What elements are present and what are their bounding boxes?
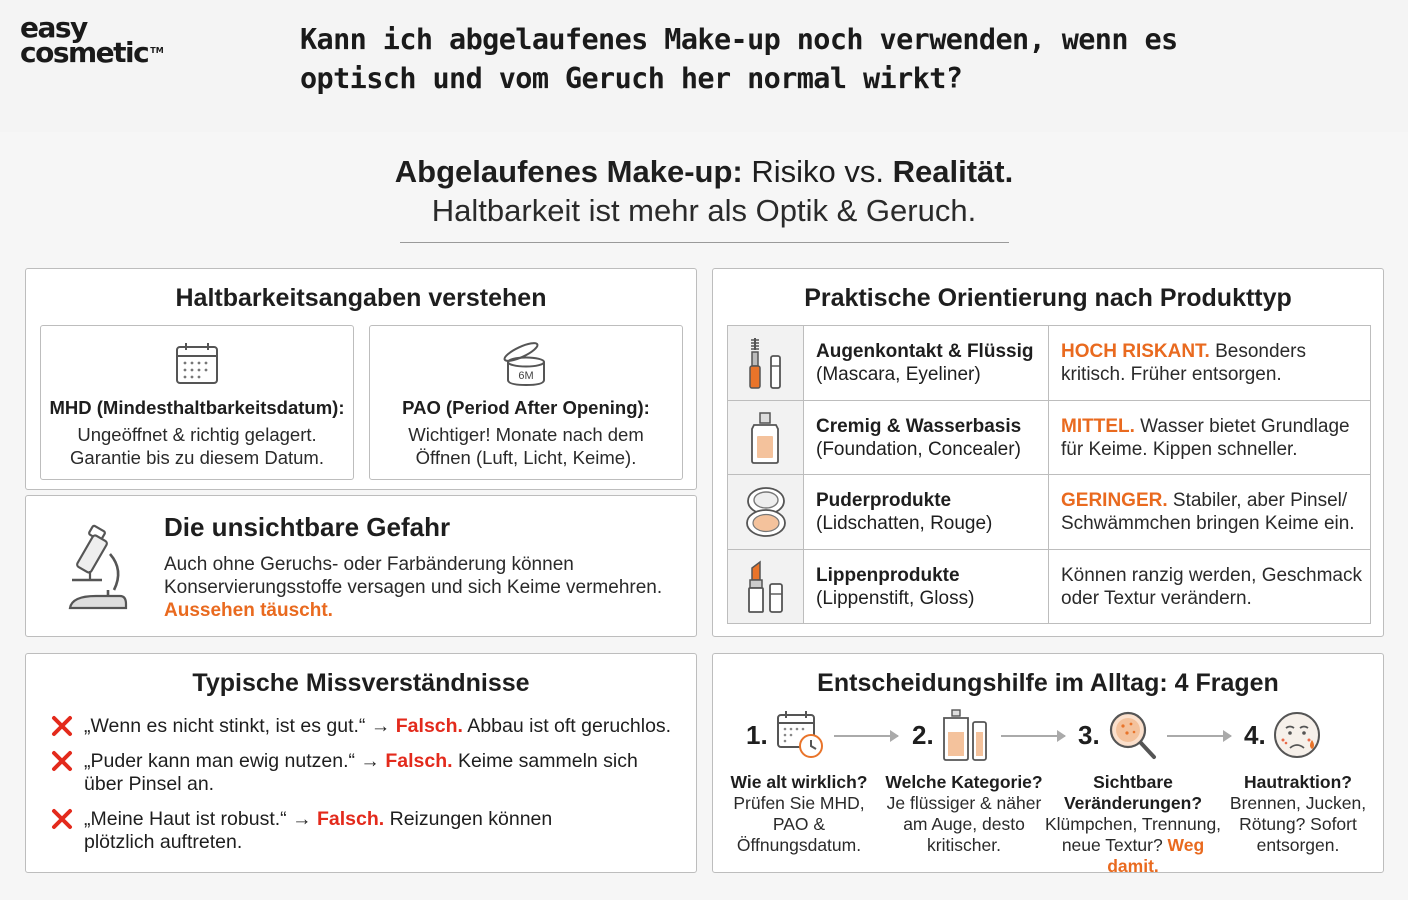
brand-logo[interactable]: easy cosmetic ™ — [20, 11, 164, 69]
decision-step: Wie alt wirklich? Prüfen Sie MHD, PAO & Öffnungsdatum. — [730, 772, 868, 855]
table-row: Cremig & Wasserbasis (Foundation, Concealer) MITTEL. Wasser bietet Grundlage für Keime. Kippen schneller. — [727, 401, 1371, 476]
headline-divider — [400, 242, 1009, 243]
calendar-icon — [41, 340, 353, 386]
step-arrow — [1167, 735, 1231, 737]
gefahr-title: Die unsichtbare Gefahr — [164, 512, 451, 542]
pao-description: Wichtiger! Monate nach dem Öffnen (Luft, Licht, Keime). — [408, 424, 644, 468]
table-row: Lippenprodukte (Lippenstift, Gloss) Können ranzig werden, Geschmack oder Textur verändern. — [727, 550, 1371, 625]
foundation-icon — [744, 411, 788, 465]
haltbarkeit-title: Haltbarkeitsangaben verstehen — [175, 284, 547, 312]
lipstick-icon — [744, 560, 788, 614]
decision-step: Hautraktion? Brennen, Jucken, Rötung? Sofort entsorgen. — [1229, 772, 1367, 855]
entscheidung-title: Entscheidungshilfe im Alltag: 4 Fragen — [817, 669, 1279, 697]
table-row: Puderprodukte (Lidschatten, Rouge) GERINGER. Stabiler, aber Pinsel/ Schwämmchen bringen Keime ein. — [727, 475, 1371, 550]
step-arrow — [834, 735, 898, 737]
irritated-face-icon — [1272, 710, 1322, 760]
powder-compact-icon — [744, 485, 788, 539]
cross-icon — [51, 808, 73, 830]
calendar-clock-icon — [776, 710, 826, 760]
open-jar-icon — [370, 340, 682, 386]
mhd-description: Ungeöffnet & richtig gelagert. Garantie bis zu diesem Datum. — [70, 424, 324, 468]
cross-icon — [51, 750, 73, 772]
pao-title: PAO (Period After Opening): — [402, 397, 650, 418]
mhd-box — [40, 325, 354, 480]
missverstaendnisse-title: Typische Missverständnisse — [192, 669, 530, 697]
gefahr-card — [25, 495, 697, 637]
step-number: 3. — [1078, 720, 1100, 750]
mascara-icon — [744, 336, 788, 390]
step-number: 2. — [912, 720, 934, 750]
microscope-icon — [64, 524, 130, 615]
pao-box — [369, 325, 683, 480]
svg-text:6M: 6M — [518, 370, 534, 382]
decision-step: Sichtbare Veränderungen? Klümpchen, Trennung, neue Textur? Weg damit. — [1044, 772, 1222, 876]
step-number: 1. — [746, 720, 768, 750]
step-arrow — [1001, 735, 1065, 737]
magnifier-icon — [1106, 710, 1158, 762]
produkttyp-card — [712, 268, 1384, 637]
missverstaendnisse-card: Typische Missverständnisse „Wenn es nicht stinkt, ist es gut.“ → Falsch. Abbau ist oft geruchlos. „Puder kann man ewig nutzen.“ → Falsch. Keime sammeln sich über Pinsel an. „Meine Haut ist robust.“ → Falsch. Reizungen können plötzlich auftreten. — [25, 653, 697, 873]
produkttyp-table — [727, 325, 1371, 624]
step-number: 4. — [1244, 720, 1266, 750]
produkttyp-title: Praktische Orientierung nach Produkttyp — [804, 284, 1292, 312]
infographic-headline: Abgelaufenes Make-up: Risiko vs. Realität. Haltbarkeit ist mehr als Optik & Geruch. — [394, 154, 1014, 228]
cross-icon — [51, 715, 73, 737]
page-question: Kann ich abgelaufenes Make-up noch verwenden, wenn es optisch und vom Geruch her normal wirkt? — [300, 23, 1178, 95]
table-row: Augenkontakt & Flüssig (Mascara, Eyeliner) HOCH RISKANT. Besonders kritisch. Früher entsorgen. — [727, 326, 1371, 401]
bottles-icon — [940, 708, 990, 762]
decision-step: Welche Kategorie? Je flüssiger & näher am Auge, desto kritischer. — [885, 772, 1043, 855]
haltbarkeit-card — [25, 268, 697, 490]
gefahr-text: Auch ohne Geruchs- oder Farbänderung können Konservierungsstoffe versagen und sich Keime vermehren. Aussehen täuscht. — [164, 554, 663, 621]
mhd-title: MHD (Mindesthaltbarkeitsdatum): — [49, 397, 345, 418]
